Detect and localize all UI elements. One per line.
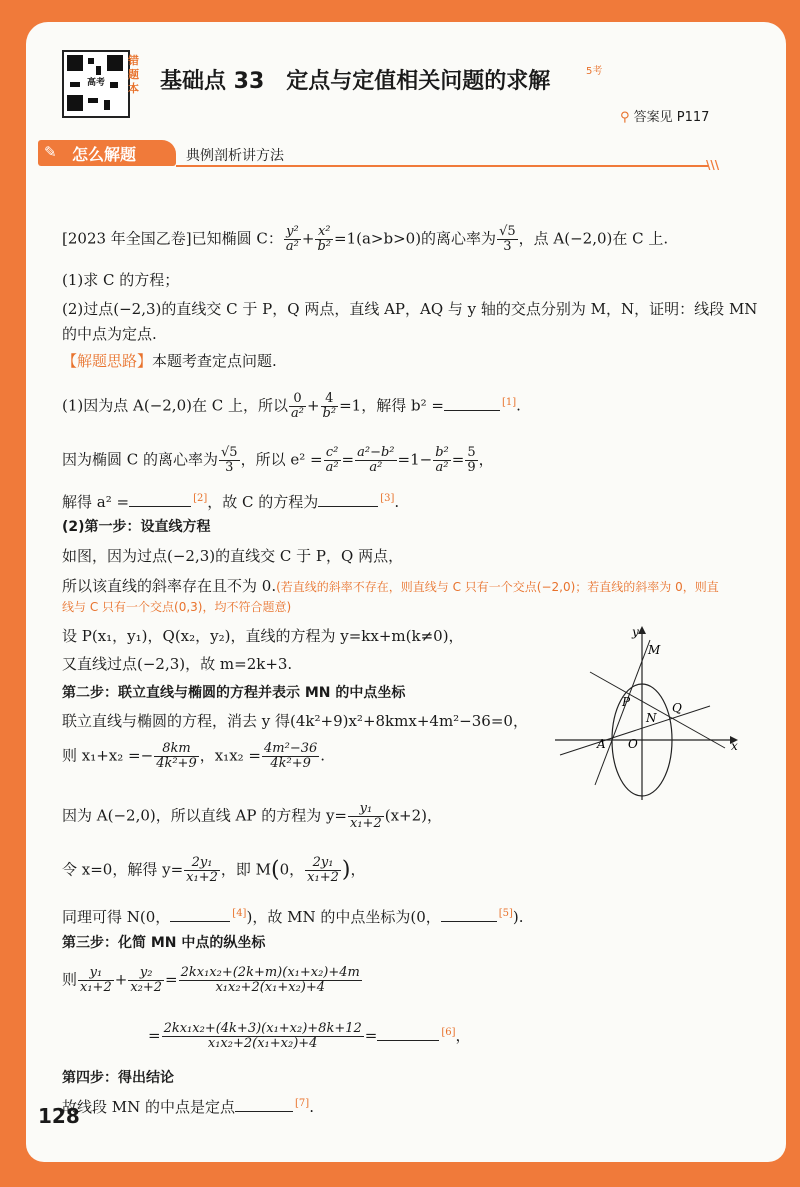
blank-6[interactable] (377, 1026, 439, 1041)
hint-text: 本题考查定点问题. (152, 352, 277, 370)
problem-statement: [2023 年全国乙卷]已知椭圆 C： $\frac{\text{y²}}{\text{a²}}$ + $\frac{\text{x²}}{\text{b²}}$ =1(a>b>0)的离心率为 $\frac{√5}{3}$ ，点 A(−2,0)在 C 上. (62, 224, 669, 254)
sol1-l1a: (1)因为点 A(−2,0)在 C 上，所以 (62, 396, 288, 415)
step1-note1: (若直线的斜率不存在，则直线与 C 只有一个交点(−2,0)；若直线的斜率为 0，则直 (276, 580, 719, 594)
qr-code[interactable] (62, 50, 130, 118)
banner-subtitle: 典例剖析讲方法 (186, 148, 284, 164)
answer-ref (620, 106, 709, 125)
step3-d2: x₁x₂+2(x₁+x₂)+4 (207, 1036, 318, 1051)
step2-f1d: 4k²+9 (156, 756, 197, 771)
step2-l2a: 则 x₁+x₂ =− (62, 746, 154, 765)
step3-title: 第三步：化简 MN 中点的纵坐标 (62, 935, 266, 951)
sol1-line2: 因为椭圆 C 的离心率为 $\frac{√5}{3}$ ，所以 e² = $\frac{\text{c²}}{\text{a²}}$ = $\frac{\text{a²−b²}}{\text{a²}}$ =1− $\frac{\text{b²}}{\text{a²}}$ = $\frac{5}{9}$ ， (62, 445, 494, 475)
problem-prefix: [2023 年全国乙卷]已知椭圆 C： (62, 229, 283, 248)
blank-7[interactable] (235, 1097, 293, 1112)
step1-line2 (62, 576, 719, 596)
label-q: Q (672, 701, 682, 715)
step2-line3: 因为 A(−2,0)，所以直线 AP 的方程为 y= $\frac{\text{y₁}}{\text{x₁+2}}$ (x+2)， (62, 801, 443, 831)
ellipse-figure (550, 620, 750, 810)
hint (62, 351, 277, 371)
label-n: N (646, 711, 657, 725)
banner-rule-end: \\\ (706, 158, 720, 172)
step3-n1: 2kx₁x₂+(2k+m)(x₁+x₂)+4m (180, 965, 360, 980)
hint-tag: 【解题思路】 (62, 352, 153, 370)
step2-l4b: ，即 M (220, 860, 272, 879)
step2-line1: 联立直线与椭圆的方程，消去 y 得(4k²+9)x²+8kmx+4m²−36=0， (62, 712, 528, 730)
step2-l3a: 因为 A(−2,0)，所以直线 AP 的方程为 y= (62, 806, 348, 825)
step4-title: 第四步：得出结论 (62, 1070, 174, 1086)
sol1-line1: (1)因为点 A(−2,0)在 C 上，所以 $\frac{0}{\text{a²}}$ + $\frac{4}{\text{b²}}$ =1，解得 b² = [1]. (62, 391, 521, 421)
step4-line1: 故线段 MN 的中点是定点 [7]. (62, 1098, 314, 1116)
sol1-l3b: ，故 C 的方程为 (207, 493, 319, 511)
footnote-3: [3] (380, 493, 395, 504)
blank-1[interactable] (444, 396, 500, 411)
step2-l5a: 同理可得 N(0， (62, 908, 171, 926)
step2-l5b: )，故 MN 的中点坐标为(0， (246, 908, 441, 926)
footnote-2: [2] (193, 493, 208, 504)
label-a: A (597, 737, 606, 751)
step1-title: (2)第一步：设直线方程 (62, 519, 211, 535)
label-p: P (622, 695, 631, 709)
step3-n2: 2kx₁x₂+(4k+3)(x₁+x₂)+8k+12 (163, 1021, 362, 1036)
question-2-line1: (2)过点(−2,3)的直线交 C 于 P，Q 两点，直线 AP，AQ 与 y 轴的交点分别为 M，N，证明：线段 MN (62, 300, 758, 318)
line-pq (590, 672, 725, 748)
step2-l3b: (x+2)， (384, 806, 443, 825)
banner-label: 怎么解题 (72, 145, 137, 164)
step1-note2: 线与 C 只有一个交点(0,3)，均不符合题意) (62, 600, 292, 614)
label-y: y (632, 625, 639, 639)
footnote-5: [5] (498, 908, 513, 919)
step3-pre: 则 (62, 970, 78, 989)
step2-l4a: 令 x=0，解得 y= (62, 860, 184, 879)
ecc-num: √5 (499, 224, 516, 239)
step2-f1n: 8km (154, 742, 199, 757)
footnote-4: [4] (232, 908, 247, 919)
sol1-l1b: =1，解得 b² = (339, 396, 444, 415)
title-exam-count: 5考 (586, 66, 603, 77)
step2-f2d: 4k²+9 (270, 756, 311, 771)
footnote-7: [7] (295, 1098, 310, 1109)
ecc-den: 3 (503, 239, 512, 254)
sol1-l3a: 解得 a² = (62, 493, 130, 511)
sol1-l2c: =1− (397, 450, 433, 469)
banner-rule (176, 165, 708, 167)
answer-ref-text: 答案见 P117 (633, 110, 710, 125)
blank-5[interactable] (441, 907, 497, 922)
blank-3[interactable] (318, 492, 378, 507)
step2-l2b: ，x₁x₂ = (199, 746, 262, 765)
question-2-line2: 的中点为定点. (62, 325, 157, 343)
page-number: 128 (38, 1104, 80, 1128)
footnote-6: [6] (441, 1026, 456, 1038)
blank-2[interactable] (129, 492, 191, 507)
step2-l5c: ). (512, 908, 524, 926)
sol1-line3: 解得 a² = [2]，故 C 的方程为 [3]. (62, 493, 400, 511)
step1-line3: 设 P(x₁，y₁)，Q(x₂，y₂)，直线的方程为 y=kx+m(k≠0)， (62, 627, 464, 645)
step4-l1: 故线段 MN 的中点是定点 (62, 1098, 236, 1116)
problem-cond: (a>b>0)的离心率为 (356, 229, 497, 248)
link-icon: ⚲ (620, 110, 634, 125)
qr-caption: 高考 (84, 76, 108, 90)
y-axis-arrow (638, 626, 646, 634)
pen-icon: ✎ (44, 143, 57, 161)
label-x: x (731, 739, 738, 753)
step1-l2: 所以该直线的斜率存在且不为 0. (62, 577, 277, 595)
problem-tail: ，点 A(−2,0)在 C 上. (518, 229, 669, 248)
step1-line1: 如图，因为过点(−2,3)的直线交 C 于 P，Q 两点， (62, 547, 404, 565)
page-title: 基础点 33 定点与定值相关问题的求解 (160, 69, 551, 94)
question-1: (1)求 C 的方程； (62, 271, 180, 289)
label-o: O (628, 737, 638, 751)
step3-line1: 则 $\frac{\text{y₁}}{\text{x₁+2}}$ + $\frac{\text{y₂}}{\text{x₂+2}}$ = $\frac{\text{2kx₁x₂+(2k+m)(x₁+x₂)+4m}}{\text{x₁x₂+2(x₁+x₂)+4}}$ (62, 965, 360, 995)
sol1-l2a: 因为椭圆 C 的离心率为 (62, 450, 219, 469)
step3-line2: = $\frac{\text{2kx₁x₂+(4k+3)(x₁+x₂)+8k+12}}{\text{x₁x₂+2(x₁+x₂)+4}}$ = [6]， (148, 1021, 471, 1051)
footnote-1: [1] (501, 396, 517, 408)
label-m: M (648, 643, 661, 657)
step2-line4: 令 x=0，解得 y= $\frac{\text{2y₁}}{\text{x₁+2}}$ ，即 M(0， $\frac{\text{2y₁}}{\text{x₁+2}}$ )， (62, 855, 366, 885)
step2-title: 第二步：联立直线与椭圆的方程并表示 MN 的中点坐标 (62, 685, 406, 701)
step1-line4: 又直线过点(−2,3)，故 m=2k+3. (62, 655, 293, 673)
step2-line2: 则 x₁+x₂ =− $\frac{8km}{\text{4k²+9}}$ ，x₁x₂ = $\frac{\text{4m²−36}}{\text{4k²+9}}$ . (62, 741, 326, 771)
step2-f2n: 4m²−36 (264, 741, 318, 756)
step3-d1: x₁x₂+2(x₁+x₂)+4 (215, 980, 326, 995)
side-label: 错题本 (128, 54, 139, 95)
blank-4[interactable] (170, 907, 230, 922)
step2-line5 (62, 904, 524, 927)
sol1-l2b: ，所以 e² = (240, 450, 323, 469)
